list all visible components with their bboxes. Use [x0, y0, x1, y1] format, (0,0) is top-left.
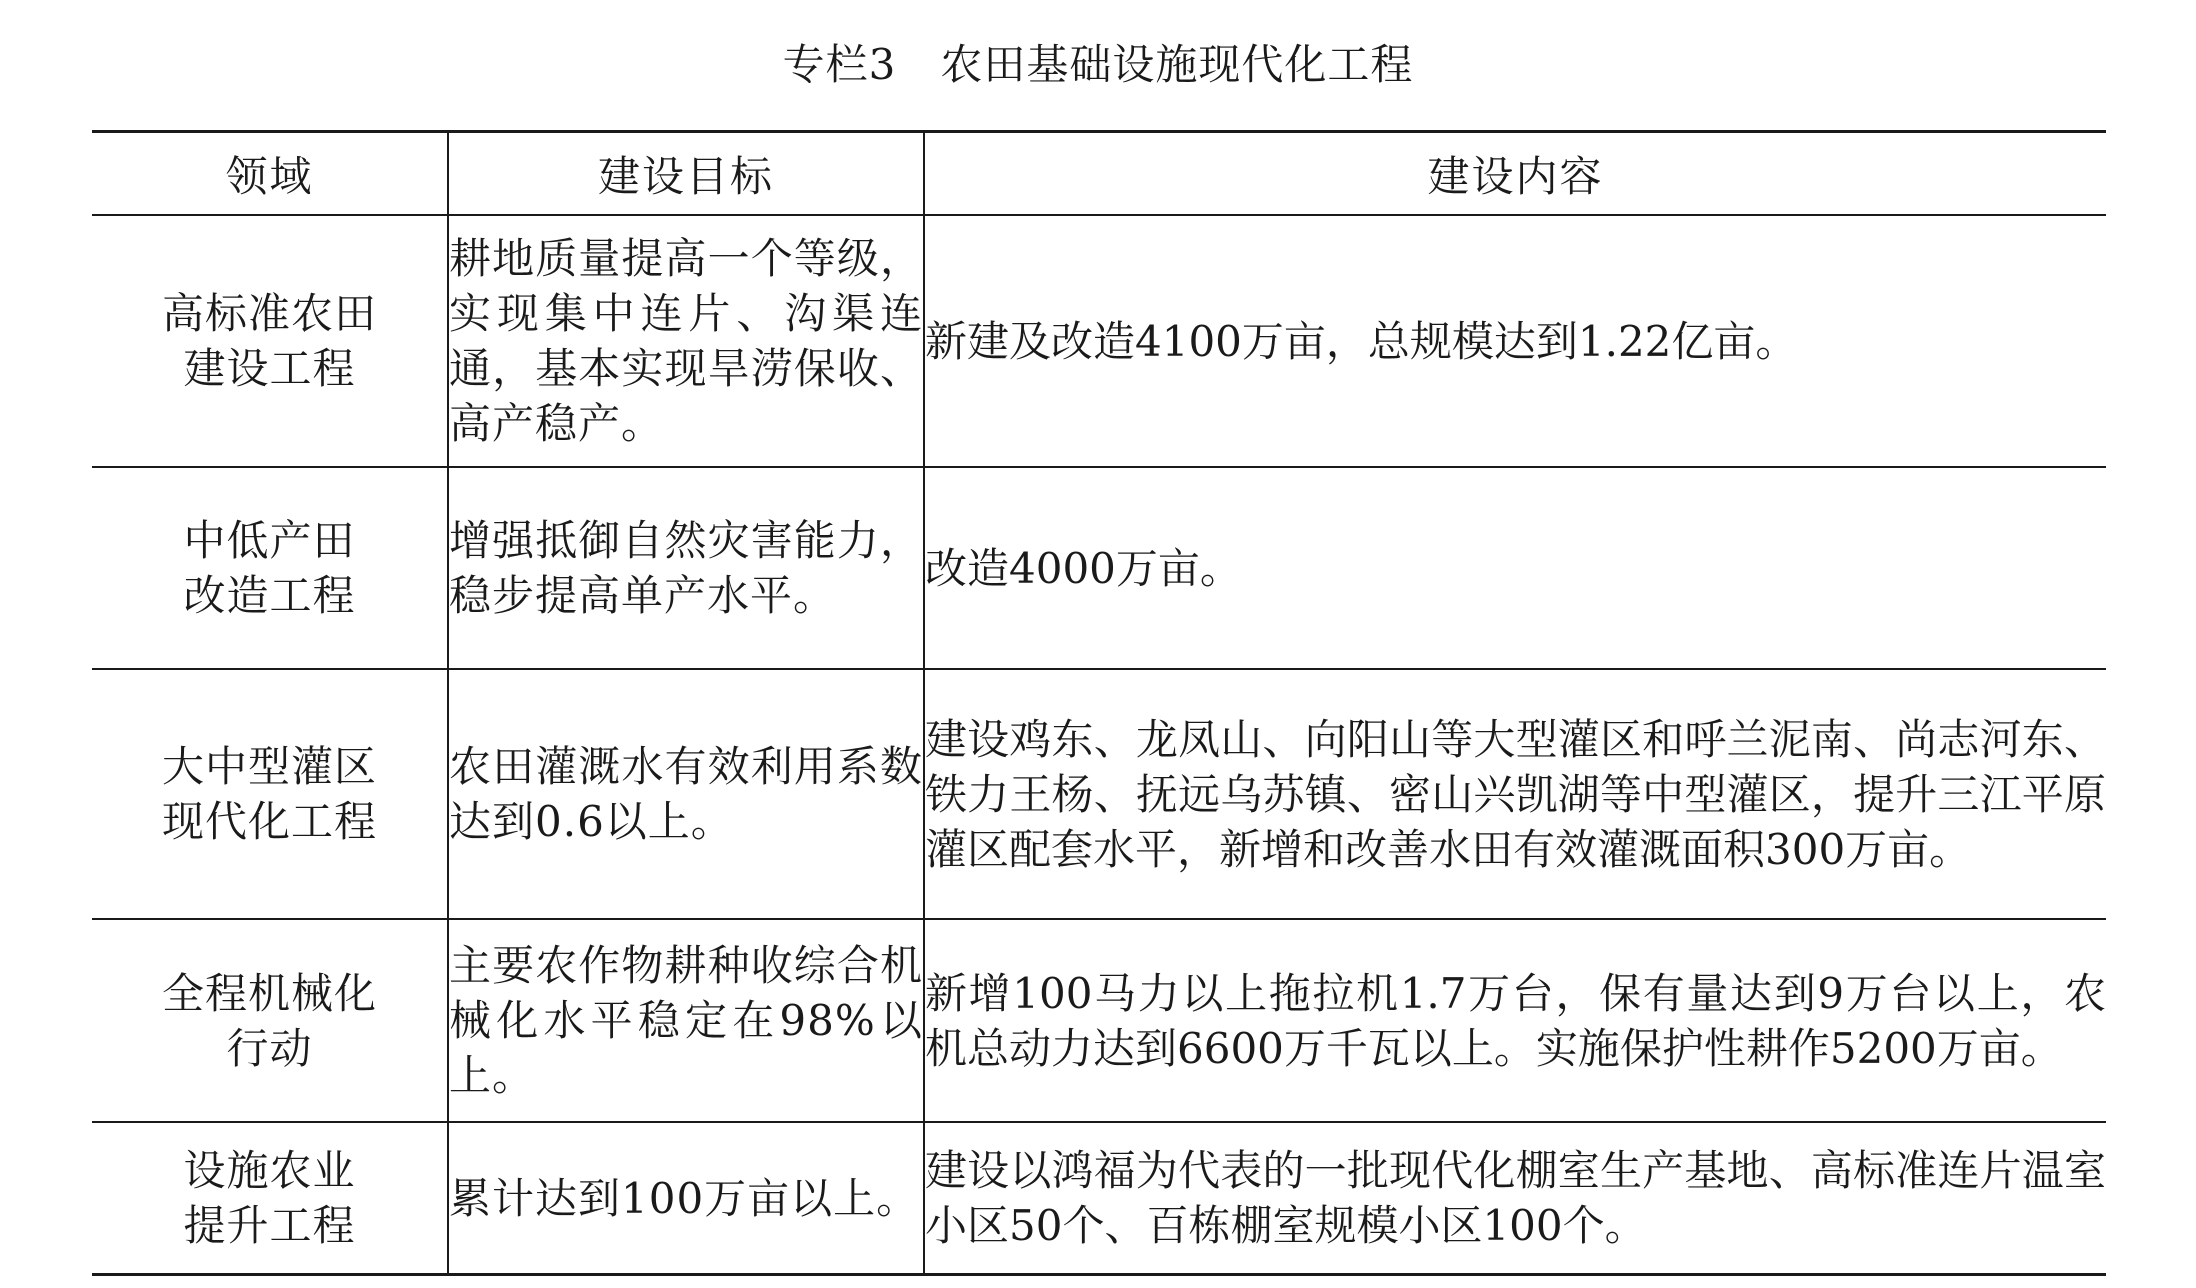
content-cell: 建设以鸿福为代表的一批现代化棚室生产基地、高标准连片温室小区50个、百栋棚室规模小区100个。 — [924, 1122, 2106, 1275]
content-cell: 新建及改造4100万亩，总规模达到1.22亿亩。 — [924, 215, 2106, 467]
field-line: 中低产田 — [183, 516, 356, 565]
table-row — [92, 669, 2106, 919]
field-line: 全程机械化 — [161, 968, 377, 1018]
table-row — [92, 1122, 2106, 1275]
field-line: 高标准农田 — [161, 289, 377, 338]
goal-cell: 累计达到100万亩以上。 — [448, 1122, 924, 1275]
field-cell — [92, 919, 448, 1122]
field-cell — [92, 1122, 448, 1275]
field-cell — [92, 467, 448, 669]
header-goal: 建设目标 — [448, 132, 924, 216]
goal-cell: 主要农作物耕种收综合机械化水平稳定在98%以上。 — [448, 919, 924, 1122]
field-line: 提升工程 — [183, 1201, 356, 1250]
field-cell — [92, 669, 448, 919]
field-line: 改造工程 — [183, 571, 356, 620]
goal-cell: 增强抵御自然灾害能力，稳步提高单产水平。 — [448, 467, 924, 669]
table-caption — [0, 38, 2196, 92]
table-row — [92, 467, 2106, 669]
content-cell: 新增100马力以上拖拉机1.7万台，保有量达到9万台以上，农机总动力达到6600万千瓦以上。实施保护性耕作5200万亩。 — [924, 919, 2106, 1122]
field-line: 行动 — [226, 1023, 313, 1073]
header-field: 领域 — [92, 132, 448, 216]
table-row — [92, 919, 2106, 1122]
table-row — [92, 215, 2106, 467]
field-line: 现代化工程 — [161, 797, 377, 846]
content-cell: 建设鸡东、龙凤山、向阳山等大型灌区和呼兰泥南、尚志河东、铁力王杨、抚远乌苏镇、密山兴凯湖等中型灌区，提升三江平原灌区配套水平，新增和改善水田有效灌溉面积300万亩。 — [924, 669, 2106, 919]
infrastructure-table — [92, 130, 2106, 1276]
header-content: 建设内容 — [924, 132, 2106, 216]
caption-title: 农田基础设施现代化工程 — [940, 40, 1414, 89]
field-line: 设施农业 — [183, 1146, 356, 1195]
field-cell — [92, 215, 448, 467]
field-line: 大中型灌区 — [161, 742, 377, 791]
field-line: 建设工程 — [183, 344, 356, 393]
table-header-row — [92, 132, 2106, 216]
caption-number: 专栏3 — [782, 40, 897, 89]
content-cell: 改造4000万亩。 — [924, 467, 2106, 669]
goal-cell: 农田灌溉水有效利用系数达到0.6以上。 — [448, 669, 924, 919]
goal-cell: 耕地质量提高一个等级，实现集中连片、沟渠连通，基本实现旱涝保收、高产稳产。 — [448, 215, 924, 467]
